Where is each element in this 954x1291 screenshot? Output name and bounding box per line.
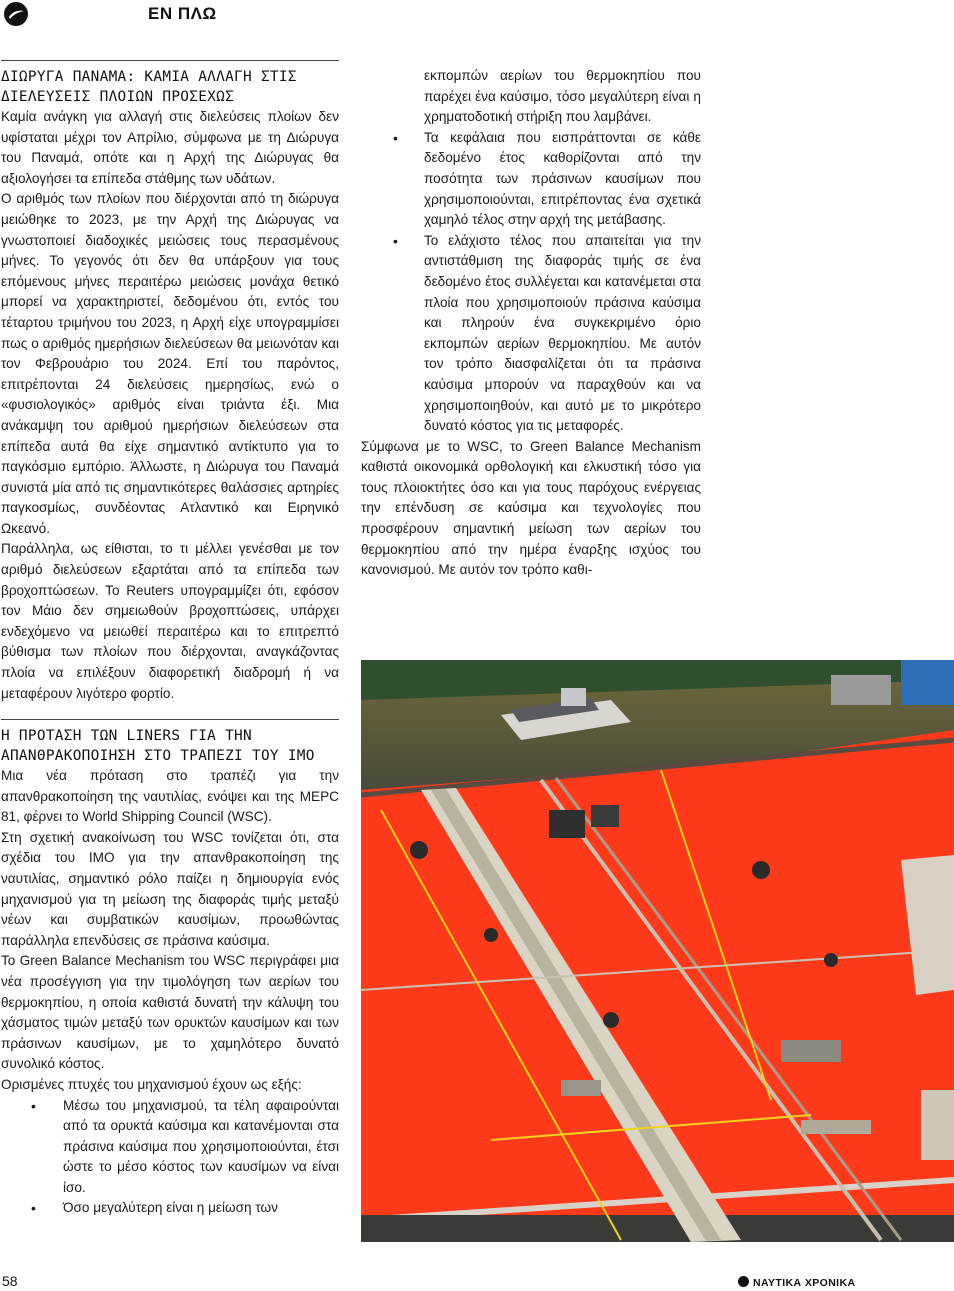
bullet-list <box>1 1096 339 1220</box>
section-heading-panama: ΔΙΩΡΥΓΑ ΠΑΝΑΜΑ: ΚΑΜΙΑ ΑΛΛΑΓΗ ΣΤΙΣ ΔΙΕΛΕΥΣΕΙΣ ΠΛΟΙΩΝ ΠΡΟΣΕΧΩΣ <box>1 69 297 105</box>
bullet-list <box>361 66 701 437</box>
left-column <box>1 60 339 704</box>
section-divider <box>1 719 339 720</box>
paragraph: Ο αριθμός των πλοίων που διέρχονται από τη διώρυγα μειώθηκε το 2023, με την Αρχή της Διώρυγας να γνωστοποιεί διαδοχικές μειώσεις τους περασμένους μήνες. Το γεγονός ότι δεν θα υπάρξουν για τους επόμενους μήνες περαιτέρω μειώσεις μονάχα θετικό μπορεί να χαρακτηριστεί, δεδομένου ότι, εντός του τέταρτου τριμήνου του 2023, η Αρχή είχε υπογραμμίσει πως ο αριθμός ημερήσιων διελεύσεων θα μειωνόταν και τον Φεβρουάριο του 2024. Επί του παρόντος, επιτρέπονται 24 διελεύσεις ημερησίως, ενώ ο «φυσιολογικός» αριθμός είναι τριάντα έξι. Μια ανάκαμψη του αριθμού ημερήσιων διελεύσεων στα επίπεδα αυτά θα είχε σημαντικό αντίκτυπο για το παγκόσμιο εμπόριο. Άλλωστε, η Διώρυγα του Παναμά συνιστά μία από τις σημαντικότερες θαλάσσιες αρτηρίες παγκοσμίως, συνδέοντας Ατλαντικό και Ειρηνικό Ωκεανό. <box>1 191 339 536</box>
tanker-deck-aerial-photo <box>361 660 954 1242</box>
swoosh-logo-icon <box>4 2 28 26</box>
brand-footer <box>738 1276 855 1289</box>
paragraph: Παράλληλα, ως είθισται, το τι μέλλει γενέσθαι με τον αριθμό διελεύσεων εξαρτάται από τα επίπεδα των βροχοπτώσεων. Το Reuters υπογραμμίζει ότι, εφόσον τον Μάιο δεν σημειωθούν βροχοπτώσεις, υπάρχει ενδεχόμενο να μειωθεί περαιτέρω και το επιτρεπτό βύθισμα των πλοίων που διέρχονται, αναγκάζοντας πλοία να επιλέξουν διαφορετική διαδρομή ή να μεταφέρουν λιγότερο φορτίο. <box>1 541 339 701</box>
section-label: ΕΝ ΠΛΩ <box>148 4 217 23</box>
paragraph: Ορισμένες πτυχές του μηχανισμού έχουν ως εξής: <box>1 1076 302 1092</box>
list-item: • Μέσω του μηχανισμού, τα τέλη αφαιρούνται από τα ορυκτά καύσιμα και κατανέμονται στα πράσινα καύσιμα που χρησιμοποιούνται, έτσι ώστε το μέσο κόστος των καυσίμων να είναι ίσο. <box>1 1096 339 1199</box>
list-item: • Το ελάχιστο τέλος που απαιτείται για την αντιστάθμιση της διαφοράς τιμής σε ένα δεδομένο έτος συλλέγεται και κατανέμεται στα πλοία που χρησιμοποιούν πράσινα καύσιμα και πληρούν ένα συγκεκριμένο όριο εκπομπών αερίων θερμοκηπίου. Με αυτόν τον τρόπο διασφαλίζεται ότι τα πράσινα καύσιμα μπορούν να παραχθούν και να χρησιμοποιηθούν, και αυτό με το μικρότερο δυνατό κόστος για τις μεταφορές. <box>361 231 701 437</box>
section-divider <box>1 60 339 61</box>
left-column-section2 <box>1 719 339 1219</box>
section-heading-liners: Η ΠΡΟΤΑΣΗ ΤΩΝ LINERS ΓΙΑ ΤΗΝ ΑΠΑΝΘΡΑΚΟΠΟΙΗΣΗ ΣΤΟ ΤΡΑΠΕΖΙ ΤΟΥ ΙΜΟ <box>1 728 315 764</box>
paragraph: Το Green Balance Mechanism του WSC περιγράφει μια νέα προσέγγιση για την τιμολόγηση των αερίων του θερμοκηπίου, η οποία καθιστά δυνατή την κάλυψη του χάσματος τιμών μεταξύ των ορυκτών καυσίμων και των πράσινων καυσίμων, με το χαμηλότερο δυνατό συνολικό κόστος. <box>1 953 339 1072</box>
list-item: εκπομπών αερίων του θερμοκηπίου που παρέχει ένα καύσιμο, τόσο μεγαλύτερη είναι η χρηματοδοτική στήριξη που λαμβάνει. <box>424 68 701 125</box>
page-number: 58 <box>2 1273 18 1289</box>
paragraph: Στη σχετική ανακοίνωση του WSC τονίζεται ότι, στα σχέδια του ΙΜΟ για την απανθρακοποίηση της ναυτιλίας, σημαντικό ρόλο παίζει η δημιουργία ενός μηχανισμού για τη μείωση της διαφοράς τιμής μεταξύ νέων και συμβατικών καυσίμων, προωθώντας παράλληλα επενδύσεις σε πράσινα καύσιμα. <box>1 829 339 948</box>
list-item: • Τα κεφάλαια που εισπράττονται σε κάθε δεδομένο έτος καθορίζονται από την ποσότητα των πράσινων καυσίμων που χρησιμοποιούνται, επιτρέποντας ένα σχετικά χαμηλό τέλος στην αρχή της μετάβασης. <box>361 128 701 231</box>
paragraph: Σύμφωνα με το WSC, το Green Balance Mechanism καθιστά οικονομικά ορθολογική και ελκυστική τόσο για τους πλοιοκτήτες όσο και για τους παρόχους ενέργειας την επένδυση σε καύσιμα και τεχνολογίες που προσφέρουν σημαντική μείωση των αερίων του θερμοκηπίου από την ημέρα έναρξης ισχύος του κανονισμού. Με αυτόν τον τρόπο καθι- <box>361 438 701 578</box>
brand-name: ΝΑΥΤΙΚΑ ΧΡΟΝΙΚΑ <box>753 1277 856 1289</box>
paragraph: Μια νέα πρόταση στο τραπέζι για την απανθρακοποίηση της ναυτιλίας, ενόψει και της MEPC 81, φέρνει το World Shipping Council (WSC). <box>1 768 339 825</box>
paragraph: Καμία ανάγκη για αλλαγή στις διελεύσεις πλοίων δεν υφίσταται μέχρι τον Απρίλιο, σύμφωνα με τη Διώρυγα του Παναμά, οπότε και η Αρχή της Διώρυγας θα αξιολογήσει τα επίπεδα στάθμης των υδάτων. <box>1 109 339 186</box>
right-column <box>361 66 701 581</box>
list-item: • Όσο μεγαλύτερη είναι η μείωση των <box>1 1198 339 1219</box>
brand-logo-icon <box>738 1276 749 1287</box>
